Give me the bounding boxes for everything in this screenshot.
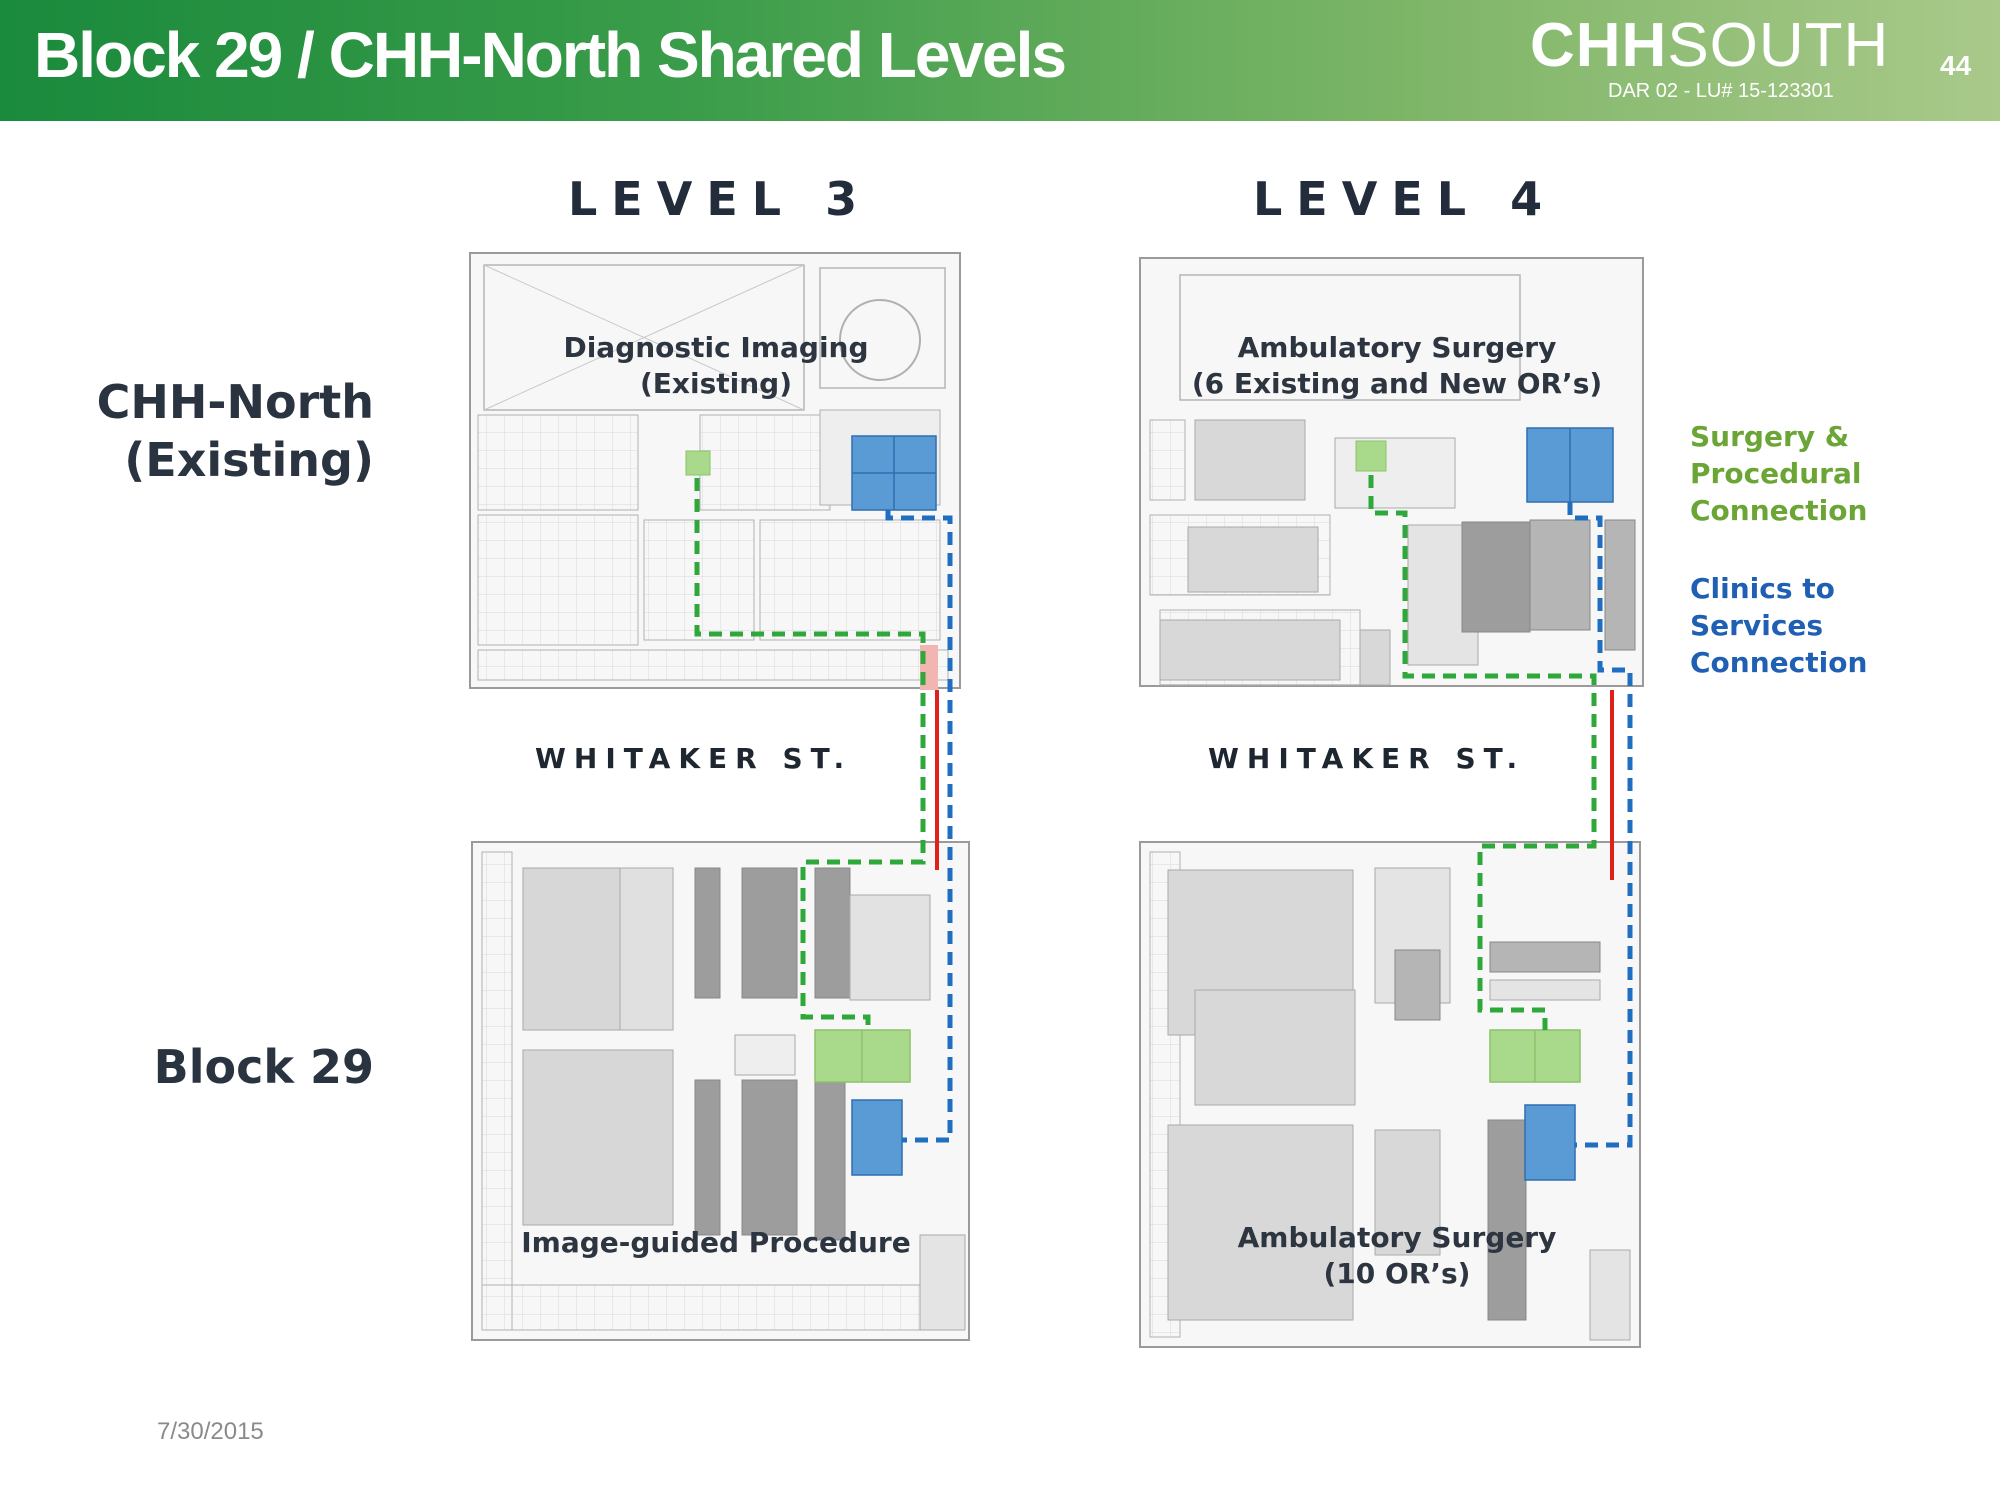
legend-clinics-line-1: Clinics to <box>1690 572 1835 605</box>
legend-surgery <box>1690 418 1867 529</box>
legend-clinics-line-3: Connection <box>1690 646 1868 679</box>
level-4-street-label: WHITAKER ST. <box>1208 742 1526 775</box>
level-3-north-plan <box>470 253 960 688</box>
row-label-north-line-2: (Existing) <box>124 433 374 487</box>
level-3-street-label: WHITAKER ST. <box>535 742 853 775</box>
page-number: 44 <box>1940 50 1972 81</box>
level-4-south-label-line-2: (10 OR’s) <box>1323 1257 1471 1290</box>
level-4-south-label-line-1: Ambulatory Surgery <box>1237 1221 1557 1254</box>
level-3-north-label-line-1: Diagnostic Imaging <box>563 331 869 364</box>
level-4-north-label-line-1: Ambulatory Surgery <box>1237 331 1557 364</box>
footer-date: 7/30/2015 <box>157 1418 264 1445</box>
legend-surgery-line-2: Procedural <box>1690 457 1862 490</box>
level-4-north-label-line-2: (6 Existing and New OR’s) <box>1191 367 1603 400</box>
level-3-south-label-line-1: Image-guided Procedure <box>521 1226 911 1259</box>
logo-subtitle: DAR 02 - LU# 15-123301 <box>1608 80 1834 102</box>
row-label-north-line-1: CHH-North <box>96 375 374 429</box>
legend-surgery-line-3: Connection <box>1690 494 1868 527</box>
level-4-north-plan <box>1140 258 1643 686</box>
level-3-block29-plan <box>472 842 969 1340</box>
slide-title: Block 29 / CHH-North Shared Levels <box>34 19 1065 91</box>
logo-light-text: SOUTH <box>1667 11 1890 80</box>
legend-clinics-line-2: Services <box>1690 609 1824 642</box>
legend-surgery-line-1: Surgery & <box>1690 420 1850 453</box>
legend-clinics <box>1690 570 1867 681</box>
level-3-north-label-line-2: (Existing) <box>639 367 792 400</box>
level-4-title: LEVEL 4 <box>1253 172 1557 226</box>
level-3-title: LEVEL 3 <box>568 172 872 226</box>
row-label-south: Block 29 <box>153 1040 374 1094</box>
logo-bold-text: CHH <box>1530 11 1668 80</box>
